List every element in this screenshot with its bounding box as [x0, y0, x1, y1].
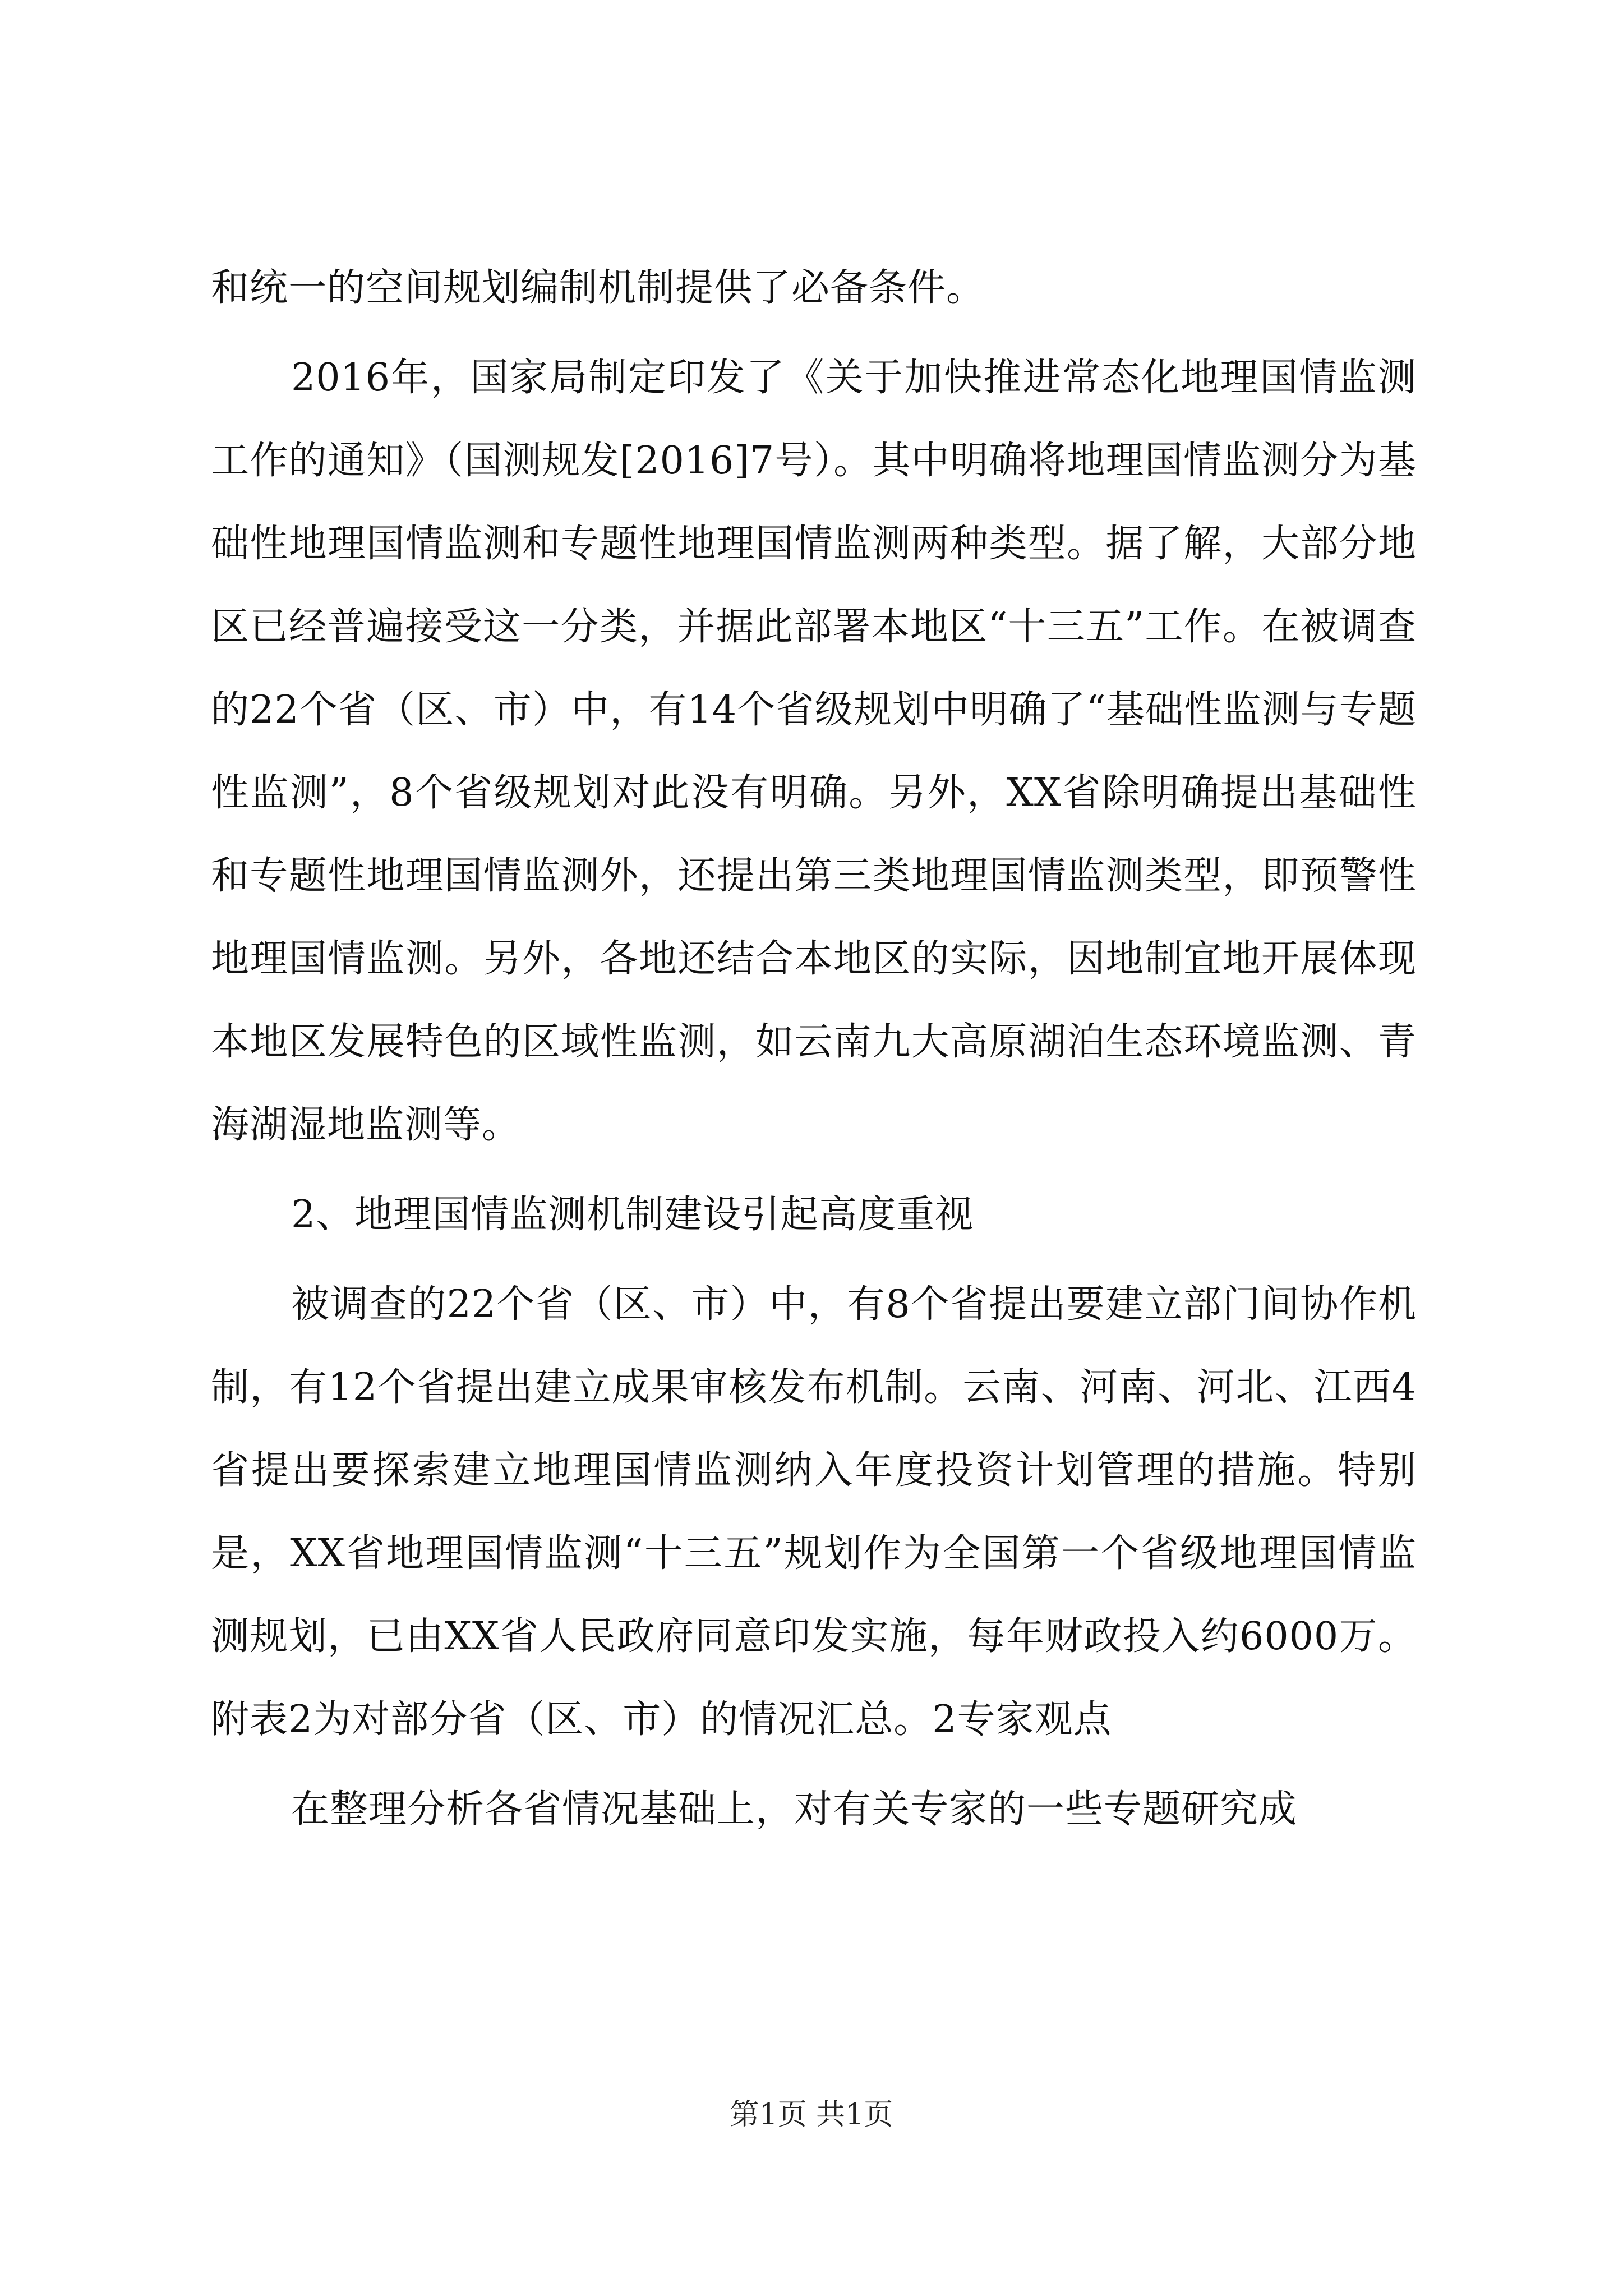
document-body — [211, 247, 1417, 1858]
paragraph-mechanism-survey: 被调查的22个省（区、市）中，有8个省提出要建立部门间协作机制，有12个省提出建立成果审核发布机制。云南、河南、河北、江西4省提出要探索建立地理国情监测纳入年度投资计划管理的措施。特别是，XX省地理国情监测“十三五”规划作为全国第一个省级地理国情监测规划，已由XX省人民政府同意印发实施，每年财政投入约6000万。附表2为对部分省（区、市）的情况汇总。2专家观点 — [211, 1282, 1417, 1742]
page-footer: 第1页 共1页 — [730, 2098, 893, 2132]
section-heading-mechanism: 2、地理国情监测机制建设引起高度重视 — [291, 1193, 974, 1237]
paragraph-expert-analysis: 在整理分析各省情况基础上，对有关专家的一些专题研究成 — [291, 1787, 1298, 1832]
paragraph-continuation: 和统一的空间规划编制机制提供了必备条件。 — [211, 266, 985, 310]
paragraph-monitoring-notice: 2016年，国家局制定印发了《关于加快推进常态化地理国情监测工作的通知》（国测规发[2016]7号）。其中明确将地理国情监测分为基础性地理国情监测和专题性地理国情监测两种类型。据了解，大部分地区已经普遍接受这一分类，并据此部署本地区“十三五”工作。在被调查的22个省（区、市）中，有14个省级规划中明确了“基础性监测与专题性监测”，8个省级规划对此没有明确。另外，XX省除明确提出基础性和专题性地理国情监测外，还提出第三类地理国情监测类型，即预警性地理国情监测。另外，各地还结合本地区的实际，因地制宜地开展体现本地区发展特色的区域性监测，如云南九大高原湖泊生态环境监测、青海湖湿地监测等。 — [211, 356, 1417, 1147]
